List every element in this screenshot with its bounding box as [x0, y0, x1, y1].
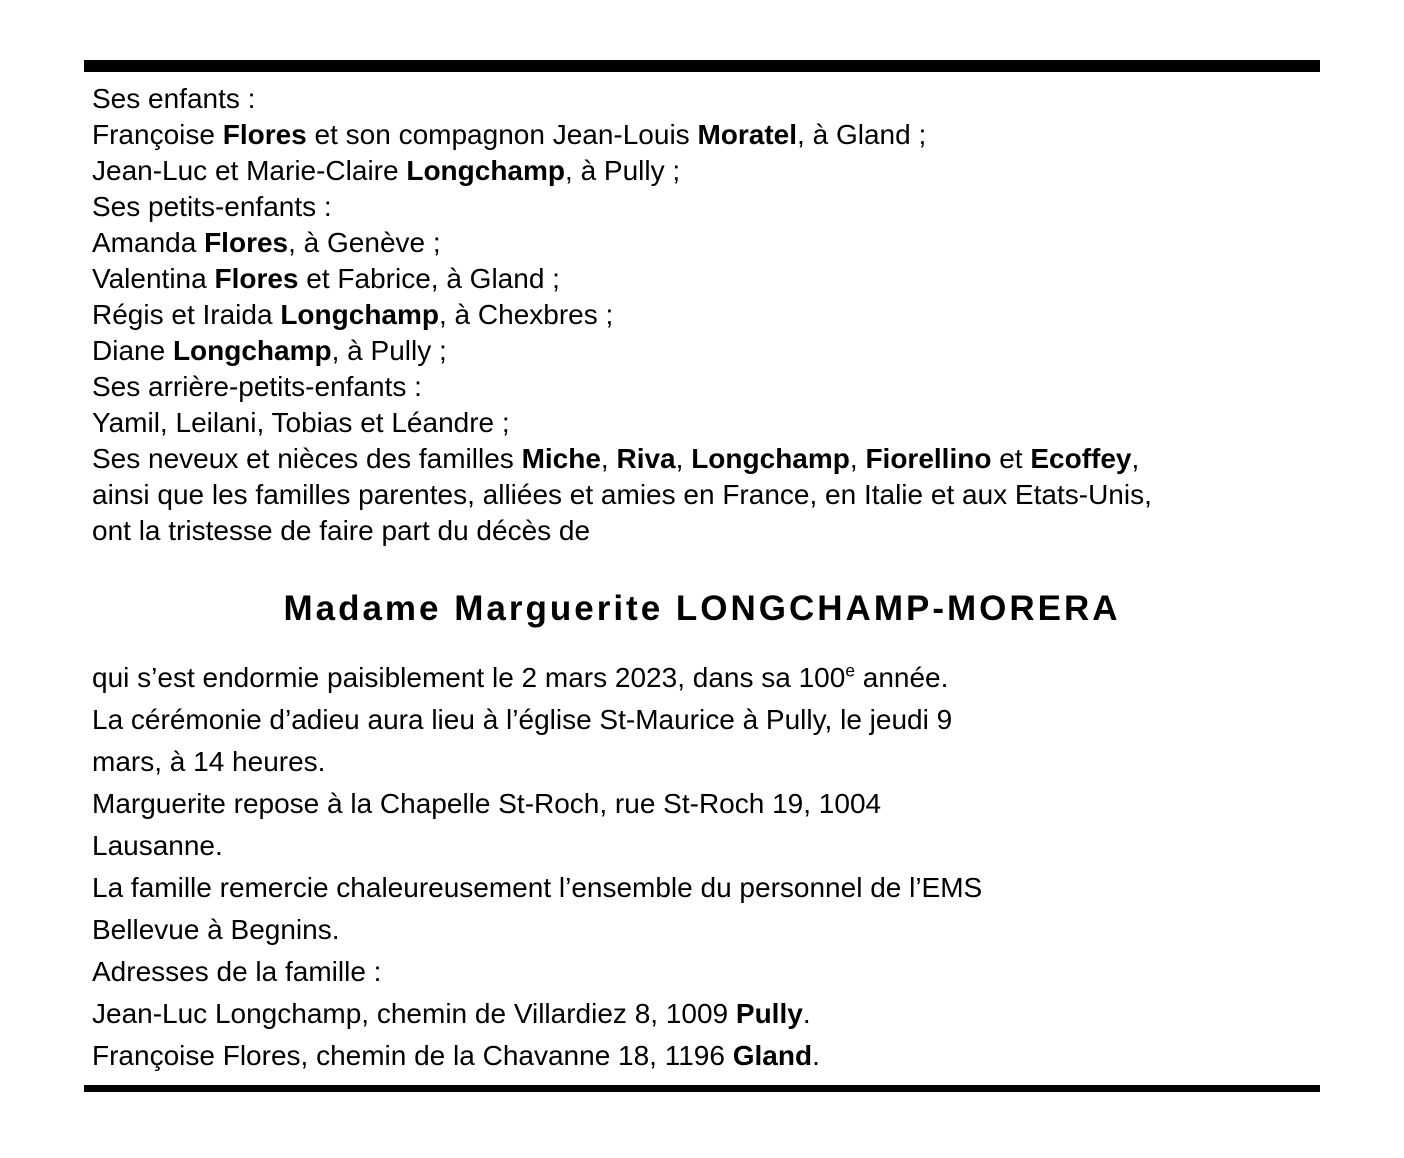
notice-line	[92, 153, 1404, 189]
text-segment: ont la tristesse de faire part du décès de	[92, 515, 591, 546]
notice-line	[92, 741, 1404, 783]
text-segment: Flores	[214, 263, 299, 294]
text-segment: Françoise	[92, 119, 223, 150]
notice-line	[92, 297, 1404, 333]
text-segment: et	[991, 443, 1031, 474]
text-segment: Ses enfants :	[92, 83, 256, 114]
superscript-text: e	[845, 660, 855, 681]
text-segment: Longchamp	[172, 335, 332, 366]
text-segment: Pully	[735, 998, 803, 1029]
text-segment: Diane	[92, 335, 173, 366]
notice-line	[92, 441, 1404, 477]
text-segment: ainsi que les familles parentes, alliées et amies en France, en Italie et aux Etats-Unis,	[92, 479, 1152, 510]
text-segment: Longchamp	[280, 299, 439, 330]
text-segment: Longchamp	[691, 443, 850, 474]
notice-line	[92, 225, 1404, 261]
notice-line	[92, 867, 1404, 909]
text-segment: .	[812, 1040, 820, 1071]
notice-line	[92, 699, 1404, 741]
text-segment: ,	[849, 443, 866, 474]
text-segment: La cérémonie d’adieu aura lieu à l’église St-Maurice à Pully, le jeudi 9	[92, 704, 953, 735]
text-segment: , à Genève ;	[288, 227, 441, 258]
notice-line	[92, 405, 1404, 441]
text-segment: Ecoffey	[1030, 443, 1132, 474]
notice-line	[92, 477, 1404, 513]
notice-line	[92, 783, 1404, 825]
text-segment: Régis et Iraida	[92, 299, 281, 330]
text-segment: Flores	[222, 119, 307, 150]
notice-line	[92, 657, 1404, 699]
notice-line	[92, 825, 1404, 867]
text-segment: Ses neveux et nièces des familles	[92, 443, 522, 474]
text-segment: Jean-Luc et Marie-Claire	[92, 155, 407, 186]
notice-line	[92, 1035, 1404, 1077]
text-segment: , à Pully ;	[331, 335, 447, 366]
top-rule	[84, 60, 1320, 72]
notice-line	[92, 117, 1404, 153]
notice-line	[92, 369, 1404, 405]
text-segment: et son compagnon Jean-Louis	[306, 119, 698, 150]
text-segment: Gland	[732, 1040, 813, 1071]
text-segment: , à Pully ;	[565, 155, 681, 186]
text-segment: et Fabrice, à Gland ;	[298, 263, 560, 294]
bottom-rule	[84, 1085, 1320, 1092]
notice-line	[92, 189, 1404, 225]
text-segment: ,	[1131, 443, 1140, 474]
text-segment: Longchamp	[406, 155, 566, 186]
notice-line	[92, 993, 1404, 1035]
text-segment: , à Gland ;	[797, 119, 927, 150]
text-segment: ,	[675, 443, 692, 474]
text-segment: Moratel	[697, 119, 798, 150]
notice-line	[92, 909, 1404, 951]
text-segment: Adresses de la famille :	[92, 956, 382, 987]
text-segment: qui s’est endormie paisiblement le 2 mars 2023, dans sa 100	[92, 662, 846, 693]
text-segment: ,	[600, 443, 617, 474]
text-segment: .	[802, 998, 811, 1029]
notice-line	[92, 81, 1404, 117]
text-segment: Yamil, Leilani, Tobias et Léandre ;	[92, 407, 510, 438]
family-section	[84, 81, 1404, 549]
text-segment: Miche	[521, 443, 601, 474]
notice-line	[92, 333, 1404, 369]
text-segment: Marguerite repose à la Chapelle St-Roch, rue St-Roch 19, 1004	[92, 788, 882, 819]
text-segment: La famille remercie chaleureusement l’ensemble du personnel de l’EMS	[92, 872, 983, 903]
text-segment: Flores	[204, 227, 289, 258]
text-segment: année.	[854, 662, 949, 693]
text-segment: Ses arrière-petits-enfants :	[92, 371, 422, 402]
text-segment: Valentina	[92, 263, 215, 294]
notice-line	[92, 513, 1404, 549]
notice-line	[92, 261, 1404, 297]
deceased-name: Madame Marguerite LONGCHAMP-MORERA	[283, 589, 1121, 628]
text-segment: Riva	[616, 443, 676, 474]
text-segment: , à Chexbres ;	[439, 299, 614, 330]
text-segment: Lausanne.	[92, 830, 223, 861]
details-section	[84, 657, 1404, 1077]
text-segment: Françoise Flores, chemin de la Chavanne 18, 1196	[92, 1040, 733, 1071]
text-segment: Fiorellino	[865, 443, 992, 474]
text-segment: mars, à 14 heures.	[92, 746, 326, 777]
text-segment: Amanda	[92, 227, 205, 258]
text-segment: Bellevue à Begnins.	[92, 914, 340, 945]
text-segment: Jean-Luc Longchamp, chemin de Villardiez 8, 1009	[92, 998, 736, 1029]
text-segment: Ses petits-enfants :	[92, 191, 332, 222]
notice-line	[92, 951, 1404, 993]
